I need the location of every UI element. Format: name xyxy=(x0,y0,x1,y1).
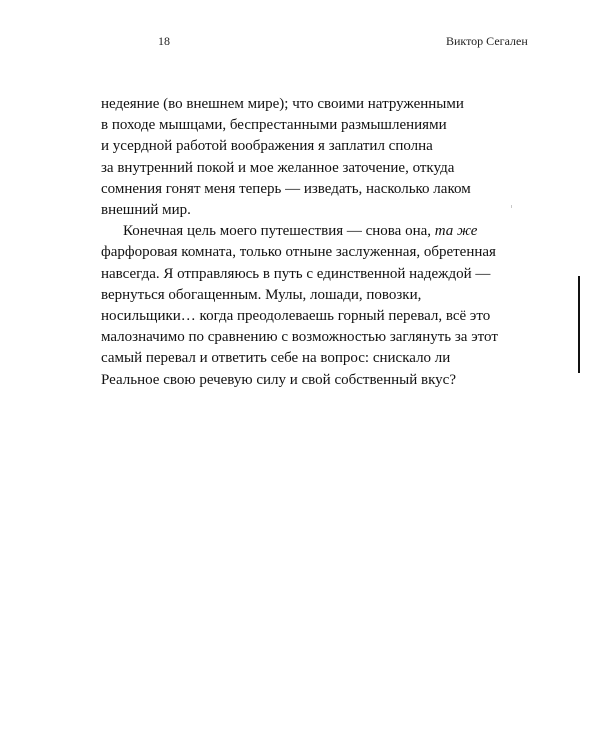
text-line: вернуться обогащенным. Мулы, лошади, повозки, xyxy=(101,286,422,303)
paragraph-2 xyxy=(101,221,521,391)
text-line: и усердной работой воображения я заплатил сполна xyxy=(101,138,433,155)
text-line-first xyxy=(101,221,521,242)
scan-edge-mark xyxy=(578,276,580,373)
text-line: недеяние (во внешнем мире); что своими натруженными xyxy=(101,96,464,112)
text-line: в походе мышцами, беспрестанными размышлениями xyxy=(101,117,447,134)
italic-emphasis: та же xyxy=(434,223,478,240)
text-line: Реальное свою речевую силу и свой собственный вкус? xyxy=(101,371,456,388)
page-number: 18 xyxy=(158,34,170,48)
text-line: носильщики… когда преодолеваешь горный перевал, всё это xyxy=(101,308,491,325)
text-line: внешний мир. xyxy=(101,202,191,219)
running-header-author: Виктор Сегален xyxy=(446,34,528,48)
scan-speck xyxy=(511,205,512,208)
text-line: за внутренний покой и мое желанное заточение, откуда xyxy=(101,159,455,176)
text-line: навсегда. Я отправляюсь в путь с единственной надеждой — xyxy=(101,265,491,282)
text-run: Конечная цель моего путешествия — снова она, xyxy=(123,223,435,240)
text-line: фарфоровая комната, только отныне заслуженная, обретенная xyxy=(101,244,496,261)
text-line: малозначимо по сравнению с возможностью заглянуть за этот xyxy=(101,329,498,346)
text-line: самый перевал и ответить себе на вопрос: снискало ли xyxy=(101,350,451,367)
body-text xyxy=(101,94,521,391)
text-line: сомнения гонят меня теперь — изведать, насколько лаком xyxy=(101,180,471,197)
paragraph-1 xyxy=(101,94,521,221)
